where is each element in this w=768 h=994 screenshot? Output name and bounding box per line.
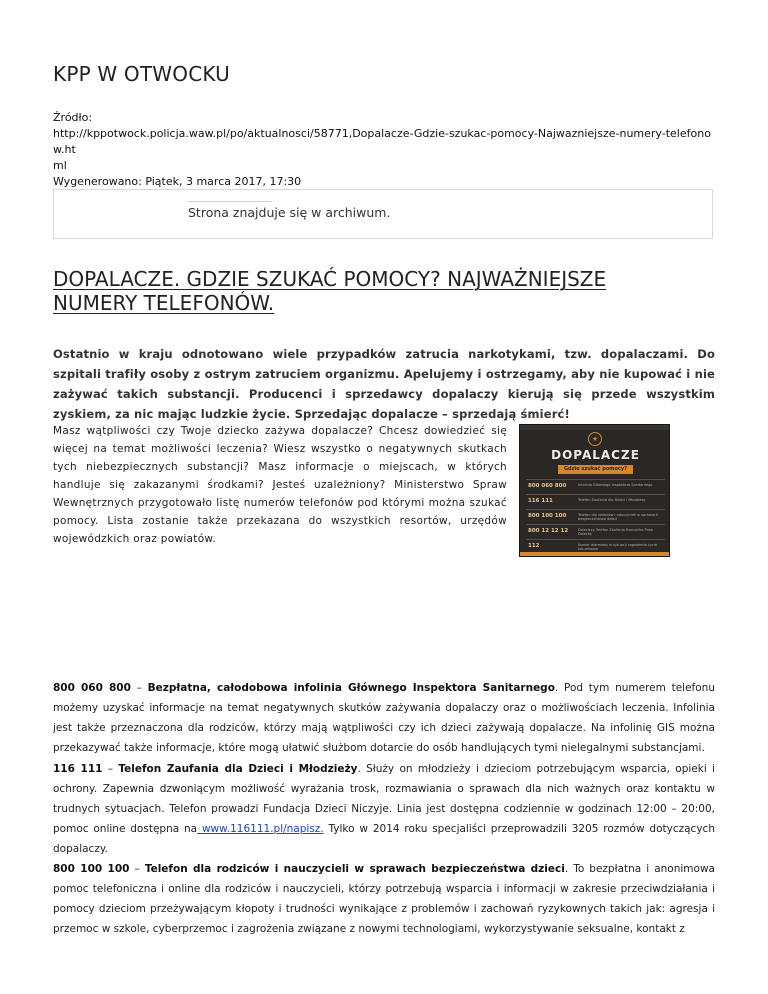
poster-top-band — [520, 425, 670, 430]
poster-row — [526, 494, 665, 508]
poster-row-desc: Telefon dla rodziców i nauczycieli w sprawach bezpieczeństwa dzieci — [578, 513, 658, 521]
poster-row-desc: Infolinia Głównego Inspektora Sanitarnego — [578, 483, 653, 487]
source-url-line2: ml — [53, 159, 67, 172]
archive-notice: Strona znajduje się w archiwum. — [188, 205, 391, 220]
helpline-paragraph-116111 — [53, 759, 715, 859]
source-meta — [53, 110, 715, 190]
source-url-line1: http://kppotwock.policja.waw.pl/po/aktualnosci/58771,Dopalacze-Gdzie-szukac-pomocy-Najwazniejsze-numery-telefonow.ht — [53, 127, 711, 156]
helpline-paragraph-gis — [53, 678, 715, 758]
archive-divider — [188, 201, 272, 202]
poster-row-number: 112 — [528, 543, 540, 549]
dash: – — [129, 863, 145, 875]
poster-row-number: 800 060 800 — [528, 483, 567, 489]
poster-row-desc: Telefon Zaufania dla Dzieci i Młodzieży — [578, 498, 646, 502]
poster-title: DOPALACZE — [551, 448, 640, 462]
archive-notice-box — [53, 189, 713, 239]
poster-bottom-band — [520, 552, 670, 556]
helpline-number: 800 100 100 — [53, 863, 130, 875]
helpline-name: Telefon dla rodziców i nauczycieli w sprawach bezpieczeństwa dzieci — [144, 863, 565, 875]
helpline-name: Telefon Zaufania dla Dzieci i Młodzieży — [118, 763, 358, 775]
generated-date: Wygenerowano: Piątek, 3 marca 2017, 17:30 — [53, 175, 302, 188]
poster-row — [526, 539, 665, 553]
helpline-text: . To bezpłatna i anonimowa pomoc telefoniczna i online dla rodziców i nauczycieli, którzy potrzebują wsparcia i informacji w zakresie przeciwdziałania i pomocy dzieciom przeżywającym kłopoty i trudności wynikające z problemów i zachowań ryzykownych takich jak: agresja i przemoc w szkole, cyberprzemoc i zagrożenia związane z nowymi technologiami, wykorzystywanie seksualne, kontakt z — [53, 863, 715, 935]
poster-row-number: 800 12 12 12 — [528, 528, 569, 534]
helpline-number: 116 111 — [53, 763, 103, 775]
helpline-text: . Pod tym numerem telefonu możemy uzyskać informacje na temat negatywnych skutków zażywania dopalaczy oraz o możliwościach leczenia. Infolinia jest także przeznaczona dla rodziców, którzy mają wątpliwości czy ich dzieci zażywają dopalacze. Na infolinię GIS można przekazywać także informacje, które mogą ułatwić służbom dotarcie do osób handlujących tymi nielegalnymi substancjami. — [53, 682, 715, 754]
poster-row-number: 800 100 100 — [528, 513, 567, 519]
article-intro: Masz wątpliwości czy Twoje dziecko zażywa dopalacze? Chcesz dowiedzieć się więcej na temat możliwości leczenia? Wiesz wszystko o negatywnych skutkach tych niebezpiecznych substancji? Masz informacje o miejscach, w których handluje się zakazanymi środkami? Jesteś uzależniony? Ministerstwo Spraw Wewnętrznych przygotowało listę numerów telefonów pod którymi można szukać pomocy. Lista zostanie także przekazana do wszystkich resortów, urzędów wojewódzkich oraz powiatów. — [53, 425, 507, 545]
dash: – — [130, 682, 148, 694]
article-title: DOPALACZE. GDZIE SZUKAĆ POMOCY? NAJWAŻNIEJSZE NUMERY TELEFONÓW. — [53, 267, 607, 315]
dash: – — [102, 763, 119, 775]
dopalacze-poster-image[interactable] — [519, 424, 670, 557]
helpline-text-after: Tylko w 2014 roku specjaliści przeprowadzili 3205 rozmów dotyczących dopalaczy. — [53, 823, 715, 855]
poster-row-desc: Numer alarmowy w sytuacji zagrożenia życia lub zdrowia — [578, 543, 657, 551]
site-title: KPP W OTWOCKU — [53, 62, 230, 86]
poster-row-desc: Dziecięcy Telefon Zaufania Rzecznika Praw Dziecka — [578, 528, 654, 536]
napisz-link[interactable]: www.116111.pl/napisz. — [197, 823, 324, 835]
helpline-paragraph-800100100 — [53, 859, 715, 939]
poster-row-number: 116 111 — [528, 498, 553, 504]
poster-row — [526, 524, 665, 538]
poster-subtitle: Gdzie szukać pomocy? — [558, 465, 633, 474]
helpline-text: . Służy on młodzieży i dzieciom potrzebującym wsparcia, opieki i ochrony. Zapewnia dzwoniącym możliwość wyrażania trosk, rozmawiania o sprawach dla nich ważnych oraz kontaktu w trudnych sytuacjach. Telefon prowadzi Fundacja Dzieci Niczyje. Linia jest dostępna codziennie w godzinach 12:00 – 20:00, pomoc online dostępna na — [53, 763, 715, 835]
police-star-icon: ★ — [588, 432, 602, 446]
source-label: Źródło: — [53, 111, 93, 124]
article-lead: Ostatnio w kraju odnotowano wiele przypadków zatrucia narkotykami, tzw. dopalaczami. Do szpitali trafiły osoby z ostrym zatruciem organizmu. Apelujemy i ostrzegamy, aby nie kupować i nie zażywać takich substancji. Producenci i sprzedawcy dopalaczy kierują się przede wszystkim zyskiem, za nic mając ludzkie życie. Sprzedając dopalacze – sprzedają śmierć! — [53, 347, 715, 421]
poster-row — [526, 509, 665, 523]
poster-row — [526, 479, 665, 493]
helpline-name: Bezpłatna, całodobowa infolinia Głównego Inspektora Sanitarnego — [147, 682, 555, 694]
document-page — [53, 0, 715, 994]
helpline-number: 800 060 800 — [53, 682, 131, 694]
